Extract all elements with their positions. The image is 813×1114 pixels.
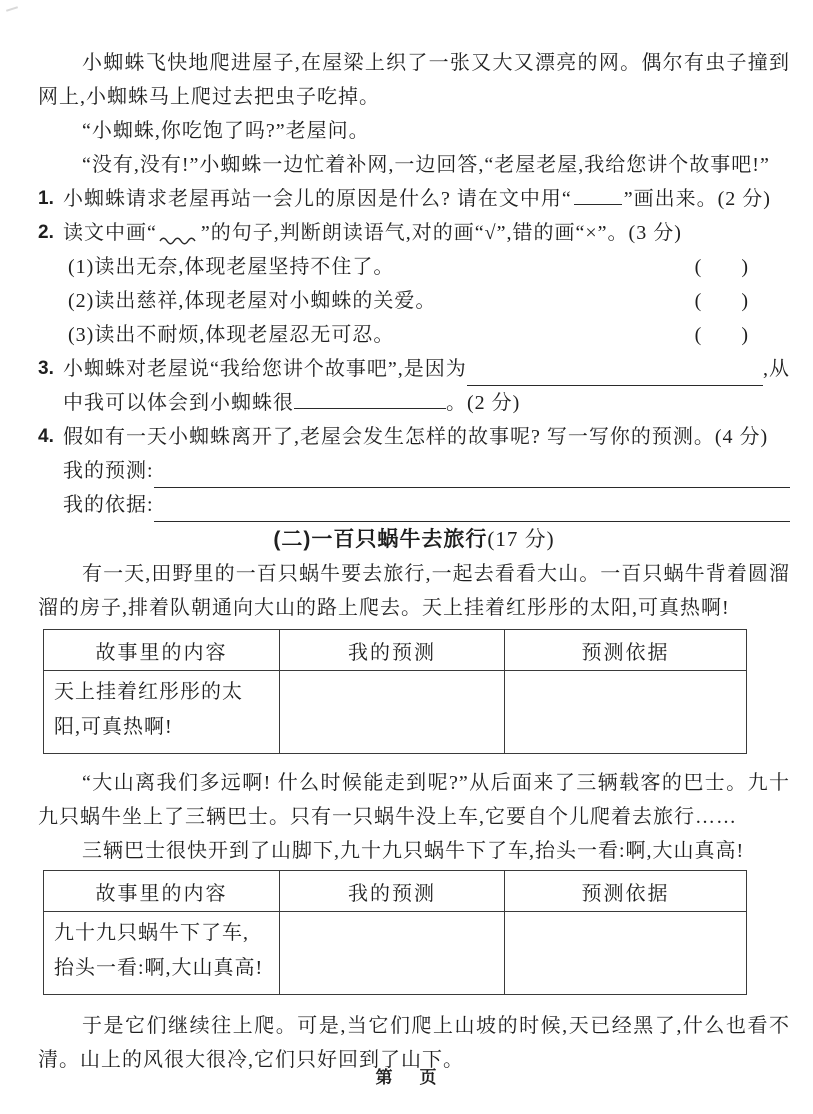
column-header-basis: 预测依据 — [505, 630, 747, 671]
question-2-item-1 — [38, 250, 790, 284]
question-2-item-1-text: (1)读出无奈,体现老屋坚持不住了。 — [68, 256, 395, 278]
section-2-title — [38, 522, 790, 557]
scan-artifact — [6, 6, 18, 12]
question-2-number: 2. — [38, 222, 54, 243]
table-header-row — [44, 871, 747, 912]
table-header-row — [44, 630, 747, 671]
question-1-pre: 小蜘蛛请求老屋再站一会儿的原因是什么? 请在文中用“ — [63, 188, 572, 210]
question-3-part-1: 小蜘蛛对老屋说“我给您讲个故事吧”,是因为 — [63, 358, 467, 380]
wavy-underline-icon — [157, 216, 201, 250]
prediction-label: 我的预测: — [63, 460, 154, 482]
question-3-line-1 — [63, 352, 790, 386]
question-1-post: ”画出来。(2 分) — [623, 188, 771, 210]
question-2-item-2 — [38, 284, 790, 318]
table-row — [44, 912, 747, 995]
question-2-post: ”的句子,判断朗读语气,对的画“√”,错的画“×”。(3 分) — [200, 222, 682, 244]
question-1-number: 1. — [38, 188, 54, 209]
question-3-line-2 — [63, 386, 790, 420]
story-content-cell: 天上挂着红彤彤的太阳,可真热啊! — [44, 671, 280, 754]
column-header-prediction: 我的预测 — [280, 871, 505, 912]
column-header-prediction: 我的预测 — [280, 630, 505, 671]
question-3 — [38, 352, 790, 420]
spider-paragraph-3: “没有,没有!”小蜘蛛一边忙着补网,一边回答,“老屋老屋,我给您讲个故事吧!” — [82, 154, 770, 176]
question-4 — [38, 420, 790, 454]
prediction-table-1 — [43, 629, 747, 754]
section-2-title-text: (二)一百只蜗牛去旅行 — [273, 528, 488, 551]
question-3-part-2: 中我可以体会到小蜘蛛很 — [63, 392, 294, 414]
question-4-text: 假如有一天小蜘蛛离开了,老屋会发生怎样的故事呢? 写一写你的预测。(4 分) — [63, 426, 769, 448]
footer-prefix: 第 — [375, 1068, 394, 1087]
column-header-story: 故事里的内容 — [44, 630, 280, 671]
story-content-cell: 九十九只蜗牛下了车,抬头一看:啊,大山真高! — [44, 912, 280, 995]
answer-bracket: ( ) — [694, 256, 748, 278]
fill-in-blank — [294, 390, 446, 409]
question-3-tail-2: 。(2 分) — [446, 392, 521, 414]
prediction-cell-empty — [280, 912, 505, 995]
prediction-answer-line — [63, 454, 790, 488]
fill-in-blank — [154, 488, 790, 522]
basis-cell-empty — [505, 912, 747, 995]
worksheet-content — [38, 46, 790, 1077]
question-2-text — [63, 216, 790, 250]
question-2-item-2-text: (2)读出慈祥,体现老屋对小蜘蛛的关爱。 — [68, 290, 437, 312]
question-1-text — [63, 182, 790, 216]
answer-bracket: ( ) — [694, 290, 748, 312]
question-2 — [38, 216, 790, 250]
spider-paragraph-1: 小蜘蛛飞快地爬进屋子,在屋梁上织了一张又大又漂亮的网。偶尔有虫子撞到网上,小蜘蛛马上爬过去把虫子吃掉。 — [38, 52, 790, 108]
prediction-cell-empty — [280, 671, 505, 754]
snail-paragraph-2: “大山离我们多远啊! 什么时候能走到呢?”从后面来了三辆载客的巴士。九十九只蜗牛坐上了三辆巴士。只有一只蜗牛没上车,它要自个儿爬着去旅行…… — [38, 772, 790, 828]
question-2-item-3-text: (3)读出不耐烦,体现老屋忍无可忍。 — [68, 324, 395, 346]
fill-in-blank — [467, 352, 763, 386]
question-3-tail-1: ,从 — [763, 358, 790, 380]
question-2-item-3 — [38, 318, 790, 352]
question-4-number: 4. — [38, 426, 54, 447]
question-3-number: 3. — [38, 358, 54, 379]
snail-paragraph-1: 有一天,田野里的一百只蜗牛要去旅行,一起去看看大山。一百只蜗牛背着圆溜溜的房子,排着队朝通向大山的路上爬去。天上挂着红彤彤的太阳,可真热啊! — [38, 563, 790, 619]
basis-cell-empty — [505, 671, 747, 754]
solid-underline-blank — [574, 186, 622, 205]
basis-label: 我的依据: — [63, 494, 154, 516]
fill-in-blank — [154, 454, 790, 488]
snail-paragraph-4: 于是它们继续往上爬。可是,当它们爬上山坡的时候,天已经黑了,什么也看不清。山上的风很大很冷,它们只好回到了山下。 — [38, 1015, 790, 1071]
column-header-story: 故事里的内容 — [44, 871, 280, 912]
snail-paragraph-3: 三辆巴士很快开到了山脚下,九十九只蜗牛下了车,抬头一看:啊,大山真高! — [82, 840, 745, 862]
answer-bracket: ( ) — [694, 324, 748, 346]
question-1 — [38, 182, 790, 216]
spider-paragraph-2: “小蜘蛛,你吃饱了吗?”老屋问。 — [82, 120, 370, 142]
question-2-pre: 读文中画“ — [63, 222, 157, 244]
basis-answer-line — [63, 488, 790, 522]
column-header-basis: 预测依据 — [505, 871, 747, 912]
section-2-score: (17 分) — [487, 527, 555, 551]
footer-suffix: 页 — [419, 1068, 438, 1087]
page-footer — [0, 1063, 813, 1088]
prediction-table-2 — [43, 870, 747, 995]
table-row — [44, 671, 747, 754]
question-3-text — [63, 352, 790, 420]
